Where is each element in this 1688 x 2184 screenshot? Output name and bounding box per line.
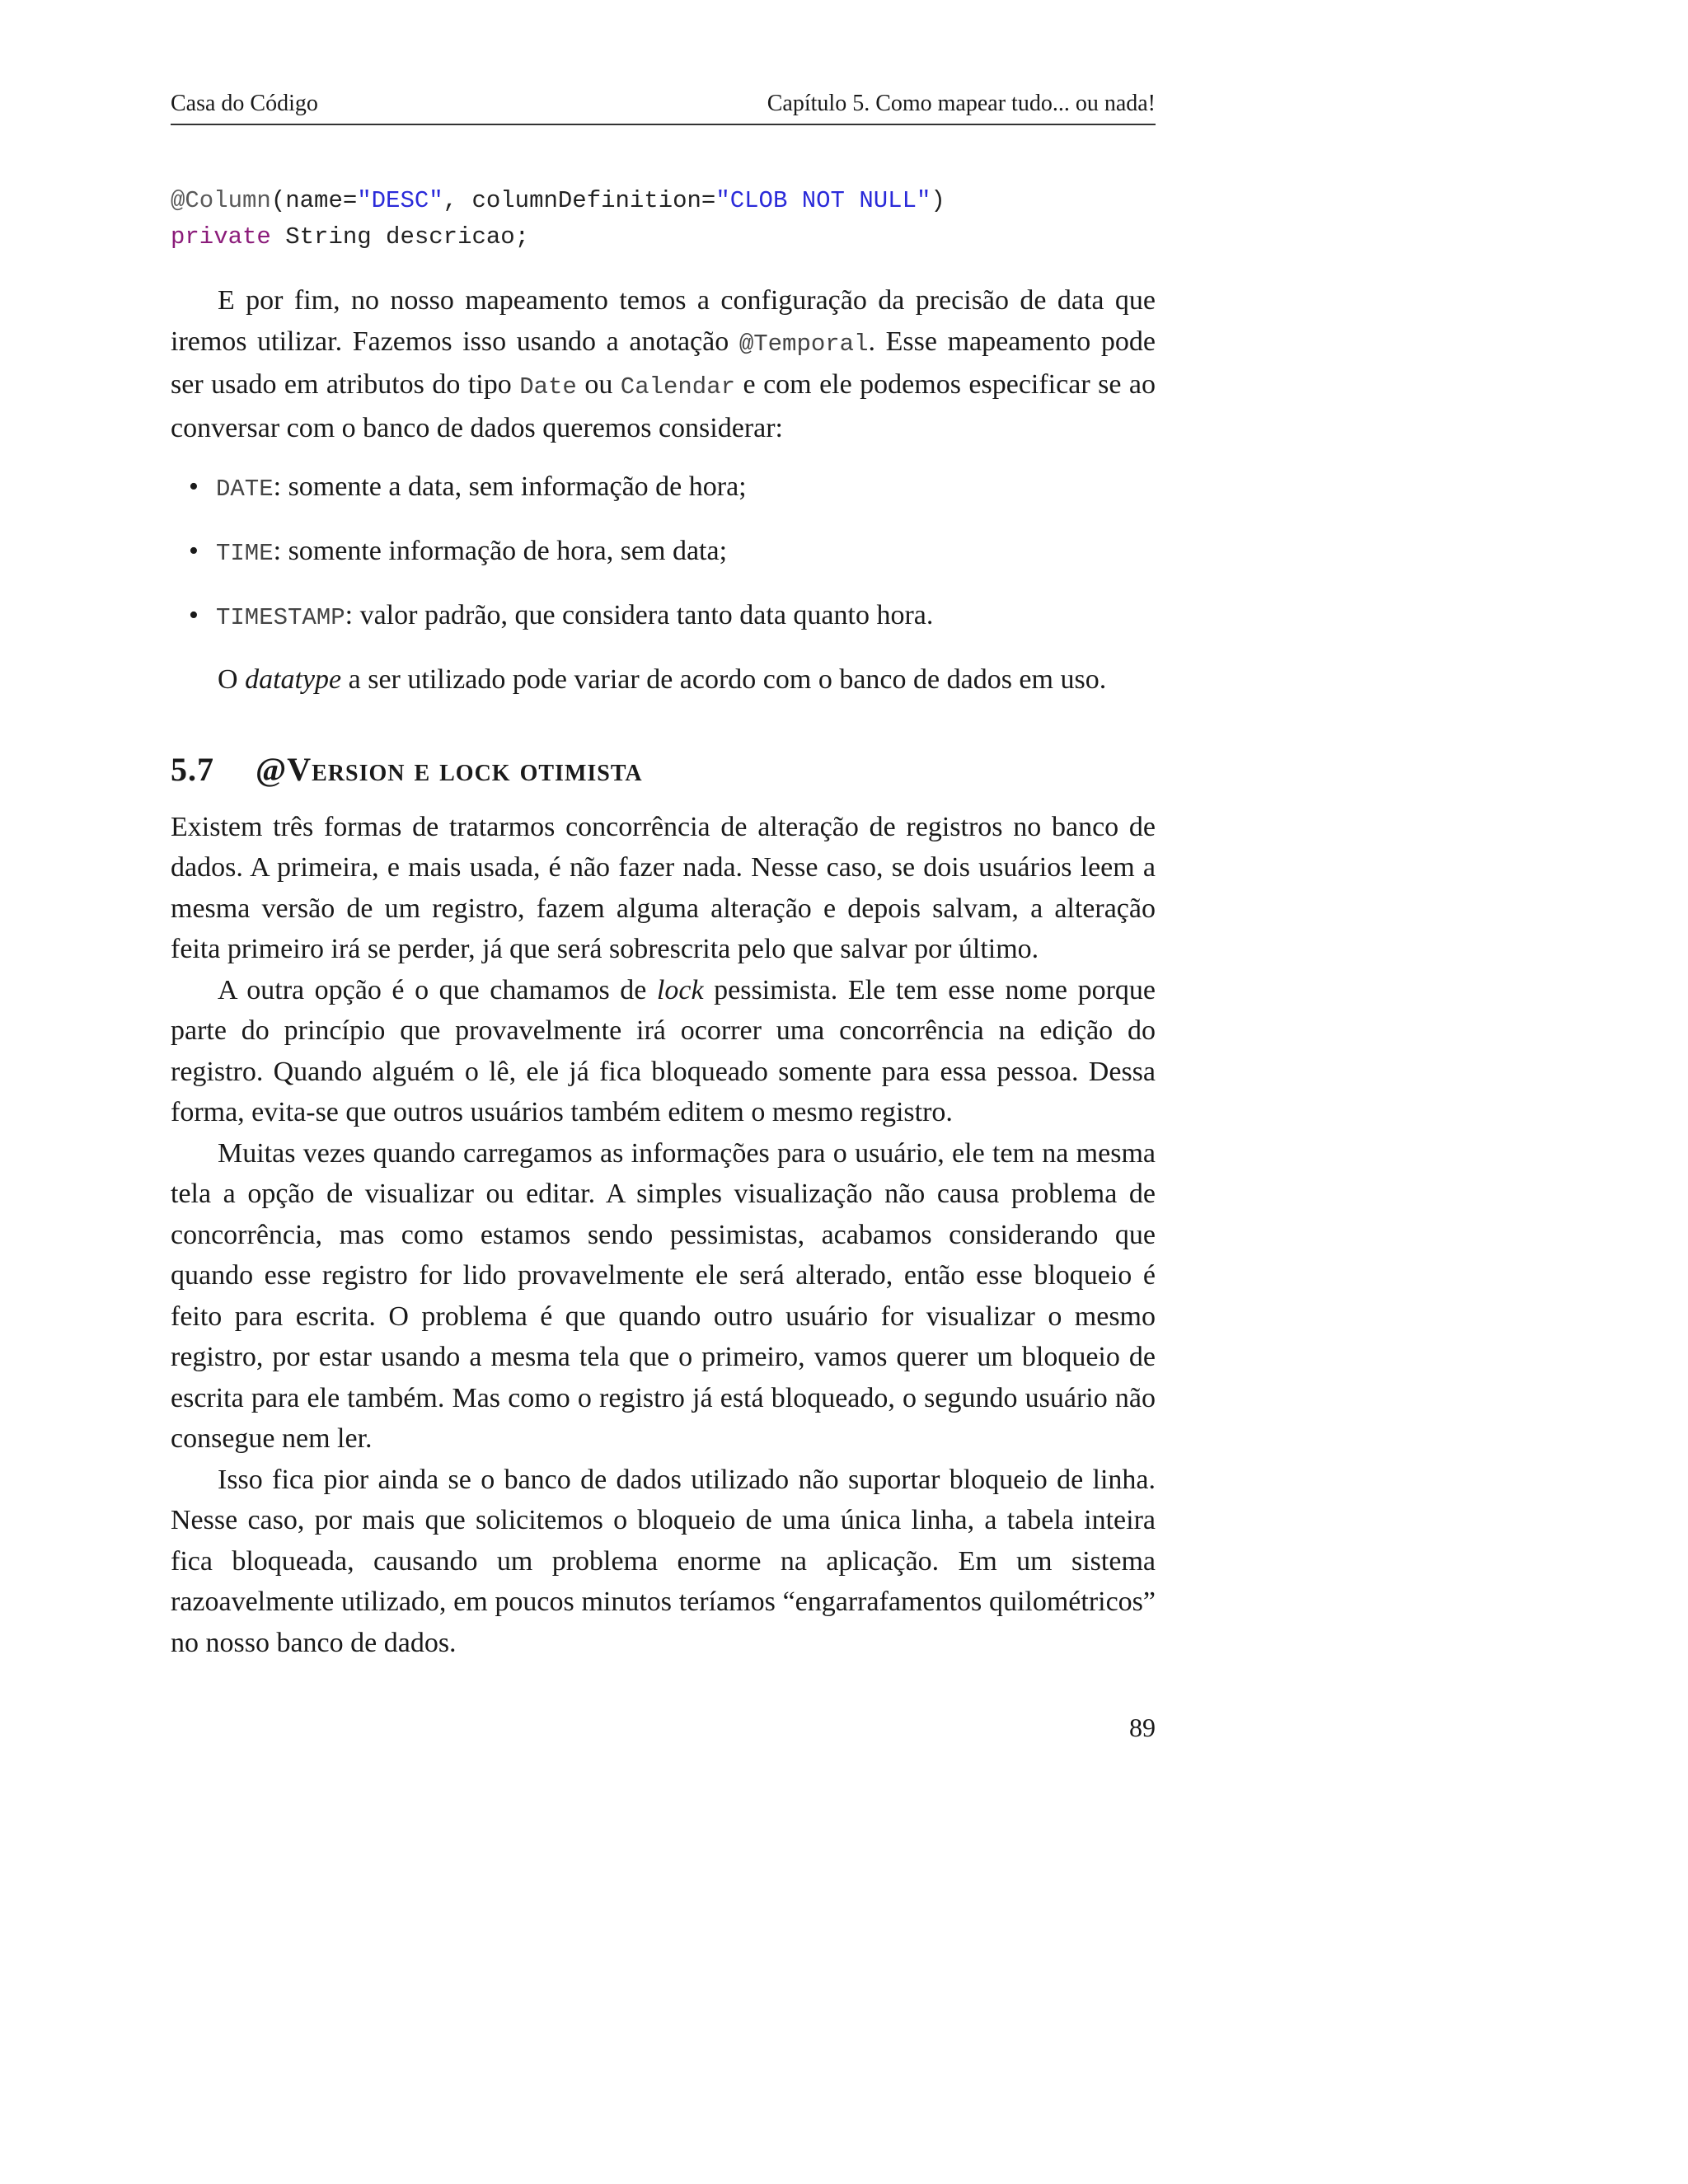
section-number: 5.7 (171, 750, 214, 788)
code-line-2 (171, 223, 529, 251)
running-header (171, 91, 1156, 125)
code-block (171, 183, 1156, 255)
paragraph-text: e com ele podemos especificar se ao conversar com o banco de dados queremos considerar: (171, 369, 1156, 443)
paragraph-text: ou (576, 369, 621, 400)
code-text: (name= (270, 187, 358, 214)
paragraph-row-lock: Isso fica pior ainda se o banco de dados utilizado não suportar bloqueio de linha. Nesse caso, por mais que solicitemos o bloqueio de uma única linha, a tabela inteira fica bloqueada, causando um problema enorme na aplicação. Em um sistema razoavelmente utilizado, em poucos minutos teríamos “engarrafamentos quilométricos” no nosso banco de dados. (171, 1464, 1156, 1658)
bullet-icon: • (189, 536, 199, 566)
code-text: , columnDefinition= (443, 187, 716, 214)
inline-code: Calendar (620, 373, 736, 401)
code-annotation: @Column (171, 187, 271, 214)
bullet-icon: • (189, 600, 199, 630)
paragraph-concurrency: Existem três formas de tratarmos concorrência de alteração de registros no banco de dados. A primeira, e mais usada, é não fazer nada. Nesse caso, se dois usuários leem a mesma versão de um registro, fazem alguma alteração e depois salvam, a alteração feita primeiro irá se perder, já que será sobrescrita pelo que salvar por último. (171, 811, 1156, 964)
code-text: String descricao; (270, 223, 530, 251)
inline-code: DATE (216, 476, 274, 503)
code-string: "DESC" (357, 187, 443, 214)
list-item (189, 531, 1156, 574)
book-page (171, 91, 1156, 1743)
list-item (189, 466, 1156, 510)
bullet-icon: • (189, 471, 199, 502)
inline-code: @Temporal (738, 330, 869, 358)
temporal-types-list (171, 466, 1156, 639)
paragraph-temporal (171, 280, 1156, 448)
page-number: 89 (1129, 1713, 1156, 1742)
paragraph-text: A outra opção é o que chamamos de (218, 974, 657, 1005)
header-book-title: Casa do Código (171, 91, 318, 116)
paragraph-text: E por fim, no nosso mapeamento temos a configuração da precisão de data que iremos utilizar. Fazemos isso usando a anotação (171, 285, 1156, 357)
paragraph-text: . Esse mapeamento pode ser usado em atributos do tipo (171, 326, 1156, 400)
code-keyword: private (171, 223, 271, 251)
header-chapter-title: Capítulo 5. Como mapear tudo... ou nada! (767, 91, 1156, 116)
paragraph-text: pessimista. Ele tem esse nome porque parte do princípio que provavelmente irá ocorrer uma concorrência na edição do registro. Quando alguém o lê, ele já fica bloqueado somente para essa pessoa. Dessa forma, evita-se que outros usuários também editem o mesmo registro. (171, 974, 1156, 1127)
list-item-text: : somente informação de hora, sem data; (273, 536, 728, 566)
paragraph-text: a ser utilizado pode variar de acordo com o banco de dados em uso. (341, 664, 1107, 695)
paragraph-pessimistic-lock (171, 970, 1156, 1133)
emphasis: datatype (245, 664, 342, 695)
section-heading (171, 750, 1156, 789)
paragraph-visualization: Muitas vezes quando carregamos as informações para o usuário, ele tem na mesma tela a opção de visualizar ou editar. A simples visualização não causa problema de concorrência, mas como estamos sendo pessimistas, acabamos considerando que quando esse registro for lido provavelmente ele será alterado, então esse bloqueio é feito para escrita. O problema é que quando outro usuário for visualizar o mesmo registro, por estar usando a mesma tela que o primeiro, vamos querer um bloqueio de escrita para ele também. Mas como o registro já está bloqueado, o segundo usuário não consegue nem ler. (171, 1137, 1156, 1454)
code-line-1 (171, 187, 945, 214)
inline-code: TIMESTAMP (216, 604, 345, 631)
list-item-text: : valor padrão, que considera tanto data quanto hora. (345, 600, 934, 630)
emphasis: lock (656, 974, 704, 1005)
inline-code: TIME (216, 540, 274, 567)
code-text: ) (931, 187, 945, 214)
list-item-text: : somente a data, sem informação de hora; (273, 471, 747, 502)
code-string: "CLOB NOT NULL" (715, 187, 931, 214)
section-title: @Version e lock otimista (256, 750, 643, 788)
list-item (189, 595, 1156, 639)
paragraph-text: O (218, 664, 246, 695)
inline-code: Date (519, 373, 577, 401)
paragraph-datatype (171, 659, 1156, 701)
